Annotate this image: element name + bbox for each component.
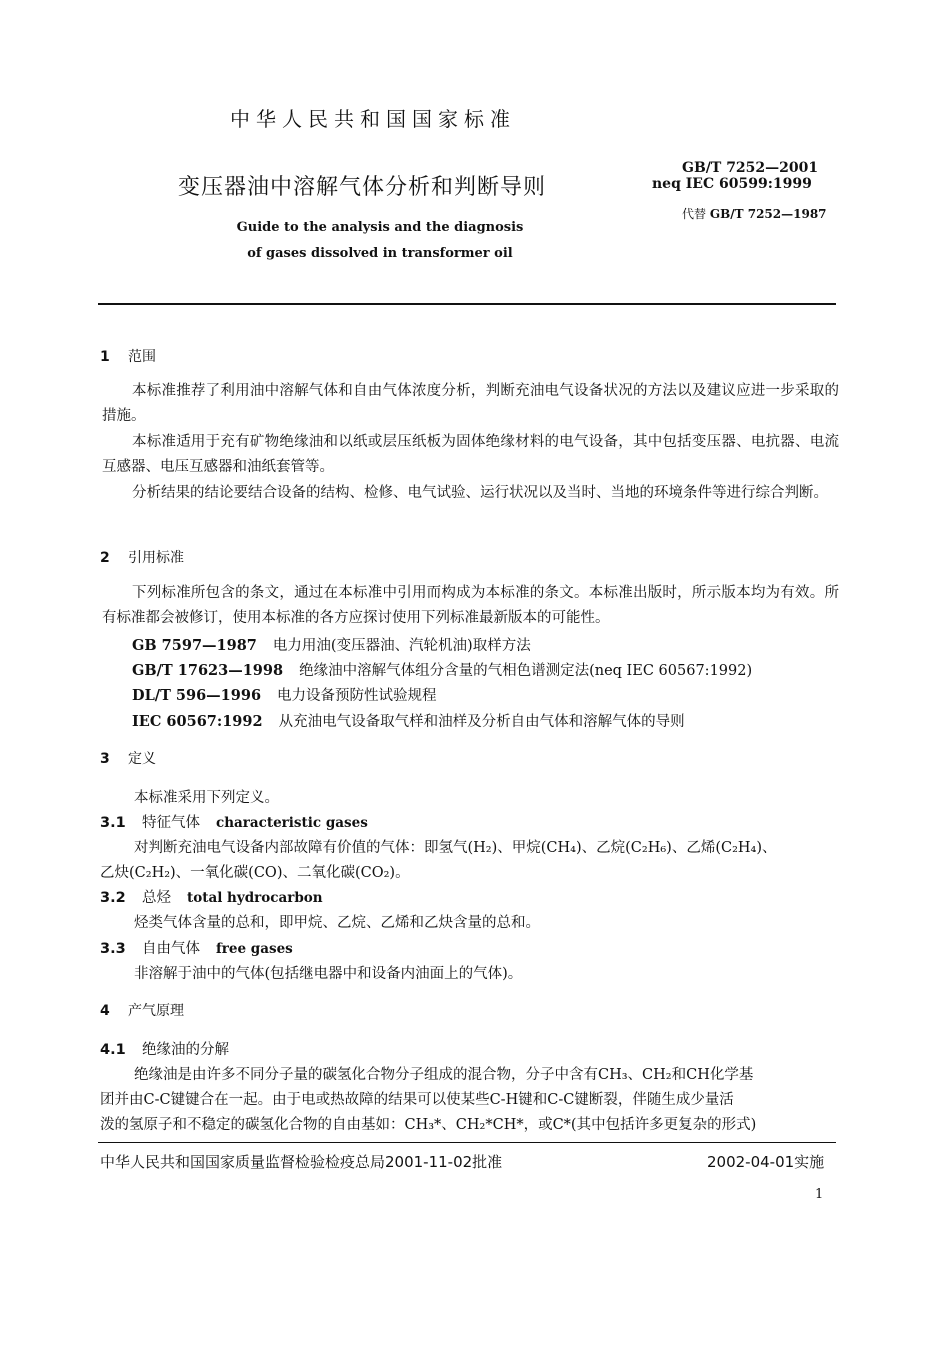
reference-item bbox=[132, 710, 685, 731]
reference-title: 绝缘油中溶解气体组分含量的气相色谱测定法(neq IEC 60567:1992) bbox=[299, 663, 753, 679]
definition-term-cn: 自由气体 bbox=[142, 941, 200, 957]
definition-3-3-text: 非溶解于油中的气体(包括继电器中和设备内油面上的气体)。 bbox=[134, 966, 523, 982]
replaces-note bbox=[682, 205, 827, 222]
section-3-heading bbox=[100, 748, 156, 768]
definition-3-1-heading bbox=[100, 811, 368, 832]
section-1-paragraph-2: 本标准适用于充有矿物绝缘油和以纸或层压纸板为固体绝缘材料的电气设备，其中包括变压器、电抗器、电流互感器、电压互感器和油纸套管等。 bbox=[102, 434, 839, 475]
section-title: 范围 bbox=[128, 349, 156, 365]
document-title-cn: 变压器油中溶解气体分析和判断导则 bbox=[178, 175, 547, 200]
replaces-label: 代替 bbox=[682, 207, 707, 221]
section-4-text-line1: 绝缘油是由许多不同分子量的碳氢化合物分子组成的混合物，分子中含有CH₃、CH₂和CH化学基 bbox=[134, 1067, 754, 1083]
section-number: 3 bbox=[100, 751, 110, 767]
equivalence-code: neq IEC 60599:1999 bbox=[652, 176, 812, 192]
reference-item bbox=[132, 684, 437, 705]
reference-title: 从充油电气设备取气样和油样及分析自由气体和溶解气体的导则 bbox=[278, 714, 685, 730]
section-title: 产气原理 bbox=[128, 1003, 184, 1019]
section-title: 引用标准 bbox=[128, 550, 184, 566]
national-standard-heading: 中华人民共和国国家标准 bbox=[230, 107, 516, 131]
reference-code: GB/T 17623—1998 bbox=[132, 662, 284, 679]
reference-item bbox=[132, 659, 752, 680]
section-3-intro: 本标准采用下列定义。 bbox=[134, 790, 279, 806]
reference-title: 电力设备预防性试验规程 bbox=[277, 688, 437, 704]
definition-3-2-heading bbox=[100, 886, 323, 907]
definition-3-2-text: 烃类气体含量的总和，即甲烷、乙烷、乙烯和乙炔含量的总和。 bbox=[134, 915, 540, 931]
reference-title: 电力用油(变压器油、汽轮机油)取样方法 bbox=[272, 638, 531, 654]
section-number: 4 bbox=[100, 1003, 110, 1019]
definition-term-en: total hydrocarbon bbox=[187, 890, 323, 906]
definition-number: 3.2 bbox=[100, 890, 126, 906]
reference-item bbox=[132, 634, 531, 655]
definition-3-1-text-line2: 乙炔(C₂H₂)、一氧化碳(CO)、二氧化碳(CO₂)。 bbox=[100, 865, 410, 881]
section-1-heading bbox=[100, 346, 156, 366]
subsection-title: 绝缘油的分解 bbox=[142, 1042, 229, 1058]
page-number: 1 bbox=[815, 1187, 824, 1202]
header-rule bbox=[98, 303, 836, 305]
section-number: 1 bbox=[100, 349, 110, 365]
definition-term-cn: 特征气体 bbox=[142, 815, 200, 831]
reference-code: GB 7597—1987 bbox=[132, 637, 257, 654]
section-2-paragraph-1: 下列标准所包含的条文，通过在本标准中引用而构成为本标准的条文。本标准出版时，所示版本均为有效。所有标准都会被修订，使用本标准的各方应探讨使用下列标准最新版本的可能性。 bbox=[102, 585, 839, 626]
standard-code: GB/T 7252—2001 bbox=[682, 160, 819, 176]
section-4-heading bbox=[100, 1000, 184, 1020]
section-4-text-line2: 团并由C-C键键合在一起。由于电或热故障的结果可以使某些C-H键和C-C键断裂，伴随生成少量活 bbox=[100, 1092, 734, 1108]
footer-rule bbox=[98, 1142, 836, 1143]
section-1-paragraph-1: 本标准推荐了利用油中溶解气体和自由气体浓度分析，判断充油电气设备状况的方法以及建议应进一步采取的措施。 bbox=[102, 383, 839, 424]
definition-term-cn: 总烃 bbox=[142, 890, 171, 906]
definition-3-3-heading bbox=[100, 937, 293, 958]
approval-note: 中华人民共和国国家质量监督检验检疫总局2001-11-02批准 bbox=[100, 1153, 503, 1171]
subsection-number: 4.1 bbox=[100, 1042, 126, 1058]
document-title-en-line2: of gases dissolved in transformer oil bbox=[247, 246, 513, 261]
definition-term-en: free gases bbox=[216, 941, 293, 957]
definition-number: 3.1 bbox=[100, 815, 126, 831]
implementation-date: 2002-04-01实施 bbox=[707, 1153, 825, 1171]
replaces-code: GB/T 7252—1987 bbox=[709, 207, 827, 221]
reference-code: IEC 60567:1992 bbox=[132, 713, 263, 730]
section-2-heading bbox=[100, 547, 184, 567]
definition-number: 3.3 bbox=[100, 941, 126, 957]
reference-code: DL/T 596—1996 bbox=[132, 687, 262, 704]
definition-3-1-text-line1: 对判断充油电气设备内部故障有价值的气体：即氢气(H₂)、甲烷(CH₄)、乙烷(C₂H₆)、乙烯(C₂H₄)、 bbox=[134, 840, 777, 856]
section-4-text-line3: 泼的氢原子和不稳定的碳氢化合物的自由基如：CH₃*、CH₂*CH*，或C*(其中包括许多更复杂的形式) bbox=[100, 1117, 757, 1133]
document-title-en-line1: Guide to the analysis and the diagnosis bbox=[236, 220, 524, 235]
section-1-paragraph-3: 分析结果的结论要结合设备的结构、检修、电气试验、运行状况以及当时、当地的环境条件等进行综合判断。 bbox=[132, 485, 828, 501]
subsection-4-1-heading bbox=[100, 1038, 229, 1059]
section-title: 定义 bbox=[128, 751, 156, 767]
definition-term-en: characteristic gases bbox=[216, 815, 368, 831]
section-number: 2 bbox=[100, 550, 110, 566]
